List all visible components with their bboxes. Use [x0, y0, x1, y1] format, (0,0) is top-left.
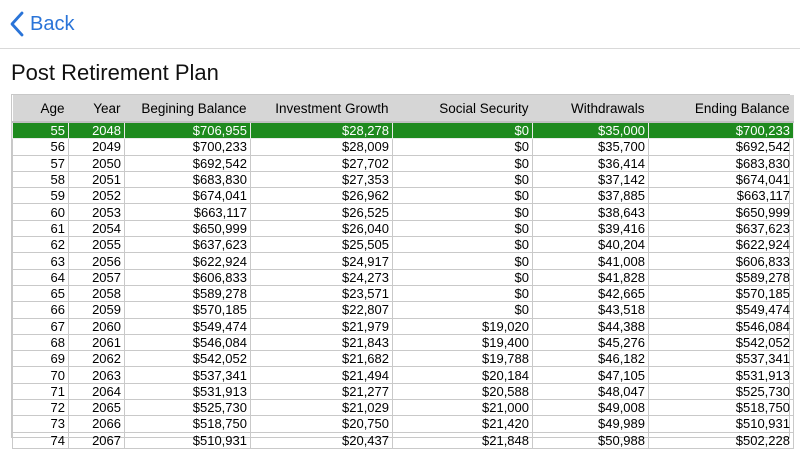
table-row[interactable]: [13, 269, 794, 285]
cell-year: 2052: [69, 188, 125, 204]
cell-ending-balance: $510,931: [649, 416, 794, 432]
cell-withdrawals: $50,988: [533, 432, 649, 448]
cell-age: 69: [13, 351, 69, 367]
table-row[interactable]: [13, 122, 794, 139]
cell-ending-balance: $525,730: [649, 383, 794, 399]
cell-beginning-balance: $518,750: [125, 416, 251, 432]
page-title: Post Retirement Plan: [11, 60, 219, 85]
cell-year: 2065: [69, 400, 125, 416]
cell-year: 2059: [69, 302, 125, 318]
cell-year: 2061: [69, 334, 125, 350]
cell-withdrawals: $38,643: [533, 204, 649, 220]
chevron-left-icon: [10, 11, 24, 37]
cell-withdrawals: $40,204: [533, 237, 649, 253]
cell-age: 67: [13, 318, 69, 334]
cell-year: 2049: [69, 139, 125, 155]
cell-beginning-balance: $622,924: [125, 253, 251, 269]
cell-ending-balance: $542,052: [649, 334, 794, 350]
cell-ending-balance: $663,117: [649, 188, 794, 204]
cell-withdrawals: $35,000: [533, 122, 649, 139]
cell-beginning-balance: $549,474: [125, 318, 251, 334]
cell-investment-growth: $27,702: [251, 155, 393, 171]
cell-investment-growth: $21,494: [251, 367, 393, 383]
cell-age: 60: [13, 204, 69, 220]
cell-investment-growth: $21,029: [251, 400, 393, 416]
cell-ending-balance: $692,542: [649, 139, 794, 155]
cell-ending-balance: $549,474: [649, 302, 794, 318]
table-row[interactable]: [13, 351, 794, 367]
header-withdrawals[interactable]: Withdrawals: [533, 95, 649, 122]
cell-withdrawals: $41,008: [533, 253, 649, 269]
table-row[interactable]: [13, 334, 794, 350]
cell-beginning-balance: $525,730: [125, 400, 251, 416]
table-row[interactable]: [13, 400, 794, 416]
cell-age: 64: [13, 269, 69, 285]
table-row[interactable]: [13, 383, 794, 399]
cell-social-security: $0: [393, 122, 533, 139]
cell-withdrawals: $46,182: [533, 351, 649, 367]
cell-age: 58: [13, 171, 69, 187]
cell-ending-balance: $683,830: [649, 155, 794, 171]
cell-beginning-balance: $692,542: [125, 155, 251, 171]
cell-investment-growth: $24,917: [251, 253, 393, 269]
cell-withdrawals: $48,047: [533, 383, 649, 399]
cell-ending-balance: $502,228: [649, 432, 794, 448]
table-row[interactable]: [13, 367, 794, 383]
cell-investment-growth: $25,505: [251, 237, 393, 253]
cell-age: 70: [13, 367, 69, 383]
cell-year: 2058: [69, 285, 125, 301]
cell-investment-growth: $20,750: [251, 416, 393, 432]
cell-investment-growth: $21,682: [251, 351, 393, 367]
cell-year: 2051: [69, 171, 125, 187]
cell-ending-balance: $570,185: [649, 285, 794, 301]
cell-investment-growth: $20,437: [251, 432, 393, 448]
cell-social-security: $0: [393, 285, 533, 301]
cell-investment-growth: $26,040: [251, 220, 393, 236]
cell-beginning-balance: $637,623: [125, 237, 251, 253]
cell-age: 71: [13, 383, 69, 399]
cell-withdrawals: $35,700: [533, 139, 649, 155]
cell-social-security: $19,020: [393, 318, 533, 334]
table-body: [13, 122, 794, 448]
cell-social-security: $0: [393, 220, 533, 236]
cell-beginning-balance: $674,041: [125, 188, 251, 204]
cell-beginning-balance: $650,999: [125, 220, 251, 236]
cell-withdrawals: $47,105: [533, 367, 649, 383]
cell-year: 2055: [69, 237, 125, 253]
cell-beginning-balance: $542,052: [125, 351, 251, 367]
table-row[interactable]: [13, 139, 794, 155]
cell-year: 2053: [69, 204, 125, 220]
cell-age: 56: [13, 139, 69, 155]
cell-withdrawals: $36,414: [533, 155, 649, 171]
cell-social-security: $19,400: [393, 334, 533, 350]
cell-social-security: $0: [393, 253, 533, 269]
cell-age: 57: [13, 155, 69, 171]
cell-social-security: $21,420: [393, 416, 533, 432]
table-row[interactable]: [13, 285, 794, 301]
cell-year: 2062: [69, 351, 125, 367]
cell-investment-growth: $24,273: [251, 269, 393, 285]
header-investment-growth[interactable]: Investment Growth: [251, 95, 393, 122]
cell-investment-growth: $26,962: [251, 188, 393, 204]
header-social-security[interactable]: Social Security: [393, 95, 533, 122]
header-age[interactable]: Age: [13, 95, 69, 122]
cell-investment-growth: $21,843: [251, 334, 393, 350]
cell-withdrawals: $37,885: [533, 188, 649, 204]
cell-age: 66: [13, 302, 69, 318]
cell-age: 73: [13, 416, 69, 432]
cell-ending-balance: $700,233: [649, 122, 794, 139]
cell-age: 61: [13, 220, 69, 236]
cell-social-security: $19,788: [393, 351, 533, 367]
table-header-row: [13, 95, 794, 122]
cell-social-security: $21,848: [393, 432, 533, 448]
cell-social-security: $0: [393, 302, 533, 318]
table-row[interactable]: [13, 237, 794, 253]
cell-year: 2067: [69, 432, 125, 448]
cell-age: 72: [13, 400, 69, 416]
cell-beginning-balance: $706,955: [125, 122, 251, 139]
cell-ending-balance: $606,833: [649, 253, 794, 269]
cell-investment-growth: $28,009: [251, 139, 393, 155]
cell-social-security: $0: [393, 171, 533, 187]
cell-social-security: $0: [393, 155, 533, 171]
cell-year: 2050: [69, 155, 125, 171]
table-row[interactable]: [13, 171, 794, 187]
cell-ending-balance: $546,084: [649, 318, 794, 334]
cell-beginning-balance: $570,185: [125, 302, 251, 318]
cell-beginning-balance: $510,931: [125, 432, 251, 448]
table-row[interactable]: [13, 253, 794, 269]
cell-beginning-balance: $537,341: [125, 367, 251, 383]
cell-withdrawals: $45,276: [533, 334, 649, 350]
cell-ending-balance: $589,278: [649, 269, 794, 285]
cell-beginning-balance: $531,913: [125, 383, 251, 399]
header-ending-balance[interactable]: Ending Balance: [649, 95, 794, 122]
cell-investment-growth: $22,807: [251, 302, 393, 318]
cell-ending-balance: $518,750: [649, 400, 794, 416]
cell-social-security: $0: [393, 139, 533, 155]
cell-investment-growth: $26,525: [251, 204, 393, 220]
cell-year: 2066: [69, 416, 125, 432]
table-row[interactable]: [13, 188, 794, 204]
cell-social-security: $0: [393, 204, 533, 220]
cell-beginning-balance: $700,233: [125, 139, 251, 155]
table-row[interactable]: [13, 318, 794, 334]
cell-ending-balance: $637,623: [649, 220, 794, 236]
cell-age: 74: [13, 432, 69, 448]
cell-year: 2057: [69, 269, 125, 285]
table-row[interactable]: [13, 416, 794, 432]
header-beginning-balance[interactable]: Begining Balance: [125, 95, 251, 122]
cell-social-security: $0: [393, 237, 533, 253]
cell-year: 2048: [69, 122, 125, 139]
cell-withdrawals: $39,416: [533, 220, 649, 236]
cell-beginning-balance: $683,830: [125, 171, 251, 187]
cell-year: 2056: [69, 253, 125, 269]
plan-table[interactable]: [11, 94, 790, 448]
cell-year: 2064: [69, 383, 125, 399]
cell-age: 63: [13, 253, 69, 269]
cell-year: 2063: [69, 367, 125, 383]
table-row[interactable]: [13, 155, 794, 171]
cell-year: 2054: [69, 220, 125, 236]
cell-social-security: $21,000: [393, 400, 533, 416]
cell-withdrawals: $42,665: [533, 285, 649, 301]
cell-ending-balance: $537,341: [649, 351, 794, 367]
cell-age: 59: [13, 188, 69, 204]
cell-investment-growth: $21,277: [251, 383, 393, 399]
cell-withdrawals: $43,518: [533, 302, 649, 318]
header-year[interactable]: Year: [69, 95, 125, 122]
cell-beginning-balance: $546,084: [125, 334, 251, 350]
cell-investment-growth: $28,278: [251, 122, 393, 139]
cell-beginning-balance: $663,117: [125, 204, 251, 220]
cell-ending-balance: $531,913: [649, 367, 794, 383]
cell-social-security: $20,184: [393, 367, 533, 383]
cell-withdrawals: $37,142: [533, 171, 649, 187]
cell-social-security: $0: [393, 188, 533, 204]
cell-withdrawals: $49,008: [533, 400, 649, 416]
cell-investment-growth: $21,979: [251, 318, 393, 334]
table-row[interactable]: [13, 220, 794, 236]
cell-ending-balance: $650,999: [649, 204, 794, 220]
cell-ending-balance: $622,924: [649, 237, 794, 253]
table-row[interactable]: [13, 302, 794, 318]
cell-age: 68: [13, 334, 69, 350]
cell-withdrawals: $49,989: [533, 416, 649, 432]
cell-year: 2060: [69, 318, 125, 334]
cell-age: 62: [13, 237, 69, 253]
cell-beginning-balance: $589,278: [125, 285, 251, 301]
table-row[interactable]: [13, 204, 794, 220]
navigation-bar: [0, 0, 800, 49]
cell-age: 55: [13, 122, 69, 139]
cell-withdrawals: $44,388: [533, 318, 649, 334]
cell-social-security: $0: [393, 269, 533, 285]
cell-beginning-balance: $606,833: [125, 269, 251, 285]
cell-investment-growth: $23,571: [251, 285, 393, 301]
cell-investment-growth: $27,353: [251, 171, 393, 187]
cell-social-security: $20,588: [393, 383, 533, 399]
cell-withdrawals: $41,828: [533, 269, 649, 285]
back-button[interactable]: [10, 9, 74, 39]
back-label: Back: [30, 12, 75, 35]
cell-age: 65: [13, 285, 69, 301]
cell-ending-balance: $674,041: [649, 171, 794, 187]
table-row[interactable]: [13, 432, 794, 448]
